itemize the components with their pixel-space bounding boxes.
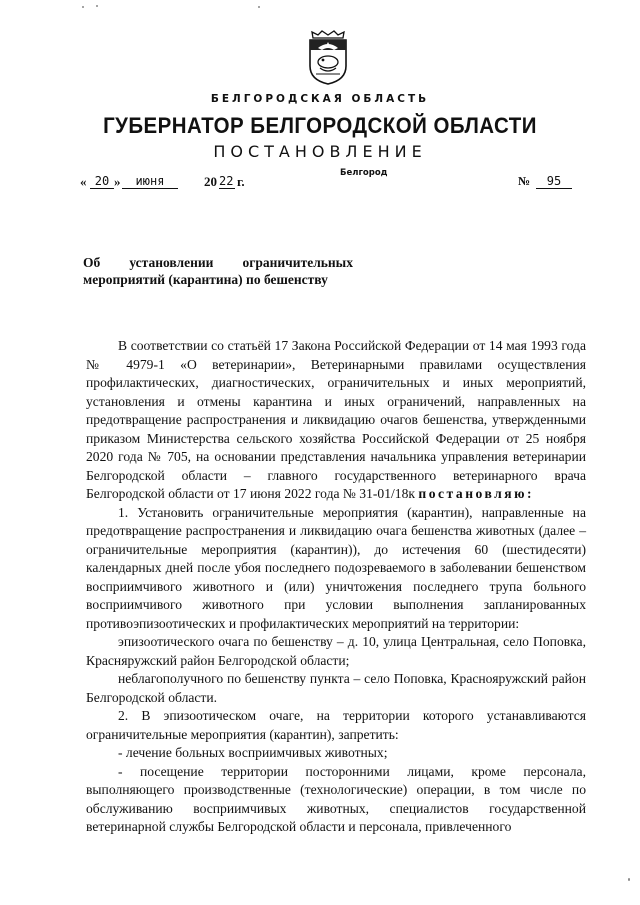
paragraph-1a: эпизоотического очага по бешенству – д. 10, улица Центральная, село Поповка, Красняружский район Белгородской области; <box>86 634 586 668</box>
scan-speck <box>258 6 260 8</box>
coat-of-arms-icon <box>304 26 352 86</box>
decree-colon: : <box>527 486 532 501</box>
paragraph-1b: неблагополучного по бешенству пункта – село Поповка, Краснояружский район Белгородской области. <box>86 671 586 705</box>
scan-speck <box>82 6 84 8</box>
title-word: установлении <box>129 255 214 270</box>
date-open-quote: « <box>80 174 87 189</box>
scan-speck <box>96 5 98 7</box>
title-word: ограничительных <box>242 255 353 270</box>
intro-paragraph <box>86 337 586 504</box>
title-word: Об <box>83 255 101 270</box>
date-year-prefix: 20 <box>204 174 217 189</box>
title-line: мероприятий (карантина) по бешенству <box>83 272 328 287</box>
date-close-quote: » <box>114 174 121 189</box>
date-year-suffix: г. <box>237 174 245 189</box>
intro-text: В соответствии со статьёй 17 Закона Российской Федерации от 14 мая 1993 года № 4979-1 «О ветеринарии», Ветеринарными правилами осуществления профилактических, диагностических, ограничительных и иных мероприятий, установления и отмены карантина и иных ограничений, направленных на предотвращение распространения и ликвидацию очагов бешенства, утвержденными приказом Министерства сельского хозяйства Российской Федерации от 25 ноября 2020 года № 705, на основании представления начальника управления ветеринарии Белгородской области – главного государственного ветеринарного врача Белгородской области от 17 июня 2022 года № 31-01/18к <box>86 338 586 501</box>
paragraph-1: 1. Установить ограничительные мероприятия (карантин), направленные на предотвращение распространения и ликвидацию очага бешенства животных (далее – ограничительные мероприятия (карантин)), до истечения 60 (шестидесяти) календарных дней после убоя последнего подозреваемого в заболевании бешенством восприимчивого животного и (или) уничтожения последнего трупа больного восприимчивого животного при условии выполнения запланированных противоэпизоотических и профилактических мероприятий на территории: <box>86 504 586 631</box>
paragraph-2: 2. В эпизоотическом очаге, на территории которого устанавливаются ограничительные мероприятия (карантин), запретить: <box>86 708 586 742</box>
document-title <box>83 254 353 288</box>
date-year: 22 <box>219 174 234 188</box>
document-number: 95 <box>536 174 572 189</box>
governor-heading: ГУБЕРНАТОР БЕЛГОРОДСКОЙ ОБЛАСТИ <box>103 113 537 138</box>
document-body <box>86 337 586 837</box>
date-month: июня <box>122 174 178 189</box>
decree-word: постановляю <box>418 486 528 501</box>
document-number-label: № <box>518 174 531 188</box>
document-type-heading: ПОСТАНОВЛЕНИЕ <box>213 142 427 161</box>
city-label: Белгород <box>340 168 388 178</box>
paragraph-2b: - посещение территории посторонними лицами, кроме персонала, выполняющего производственные (технологические) операции, в том числе по обслуживанию восприимчивых животных, специалистов государственной ветеринарной службы Белгородской области и персонала, привлеченного <box>86 763 586 834</box>
paragraph-2a: - лечение больных восприимчивых животных; <box>118 745 388 760</box>
region-heading: БЕЛГОРОДСКАЯ ОБЛАСТЬ <box>210 93 430 105</box>
date-day: 20 <box>90 174 114 189</box>
scan-speck <box>628 878 630 881</box>
